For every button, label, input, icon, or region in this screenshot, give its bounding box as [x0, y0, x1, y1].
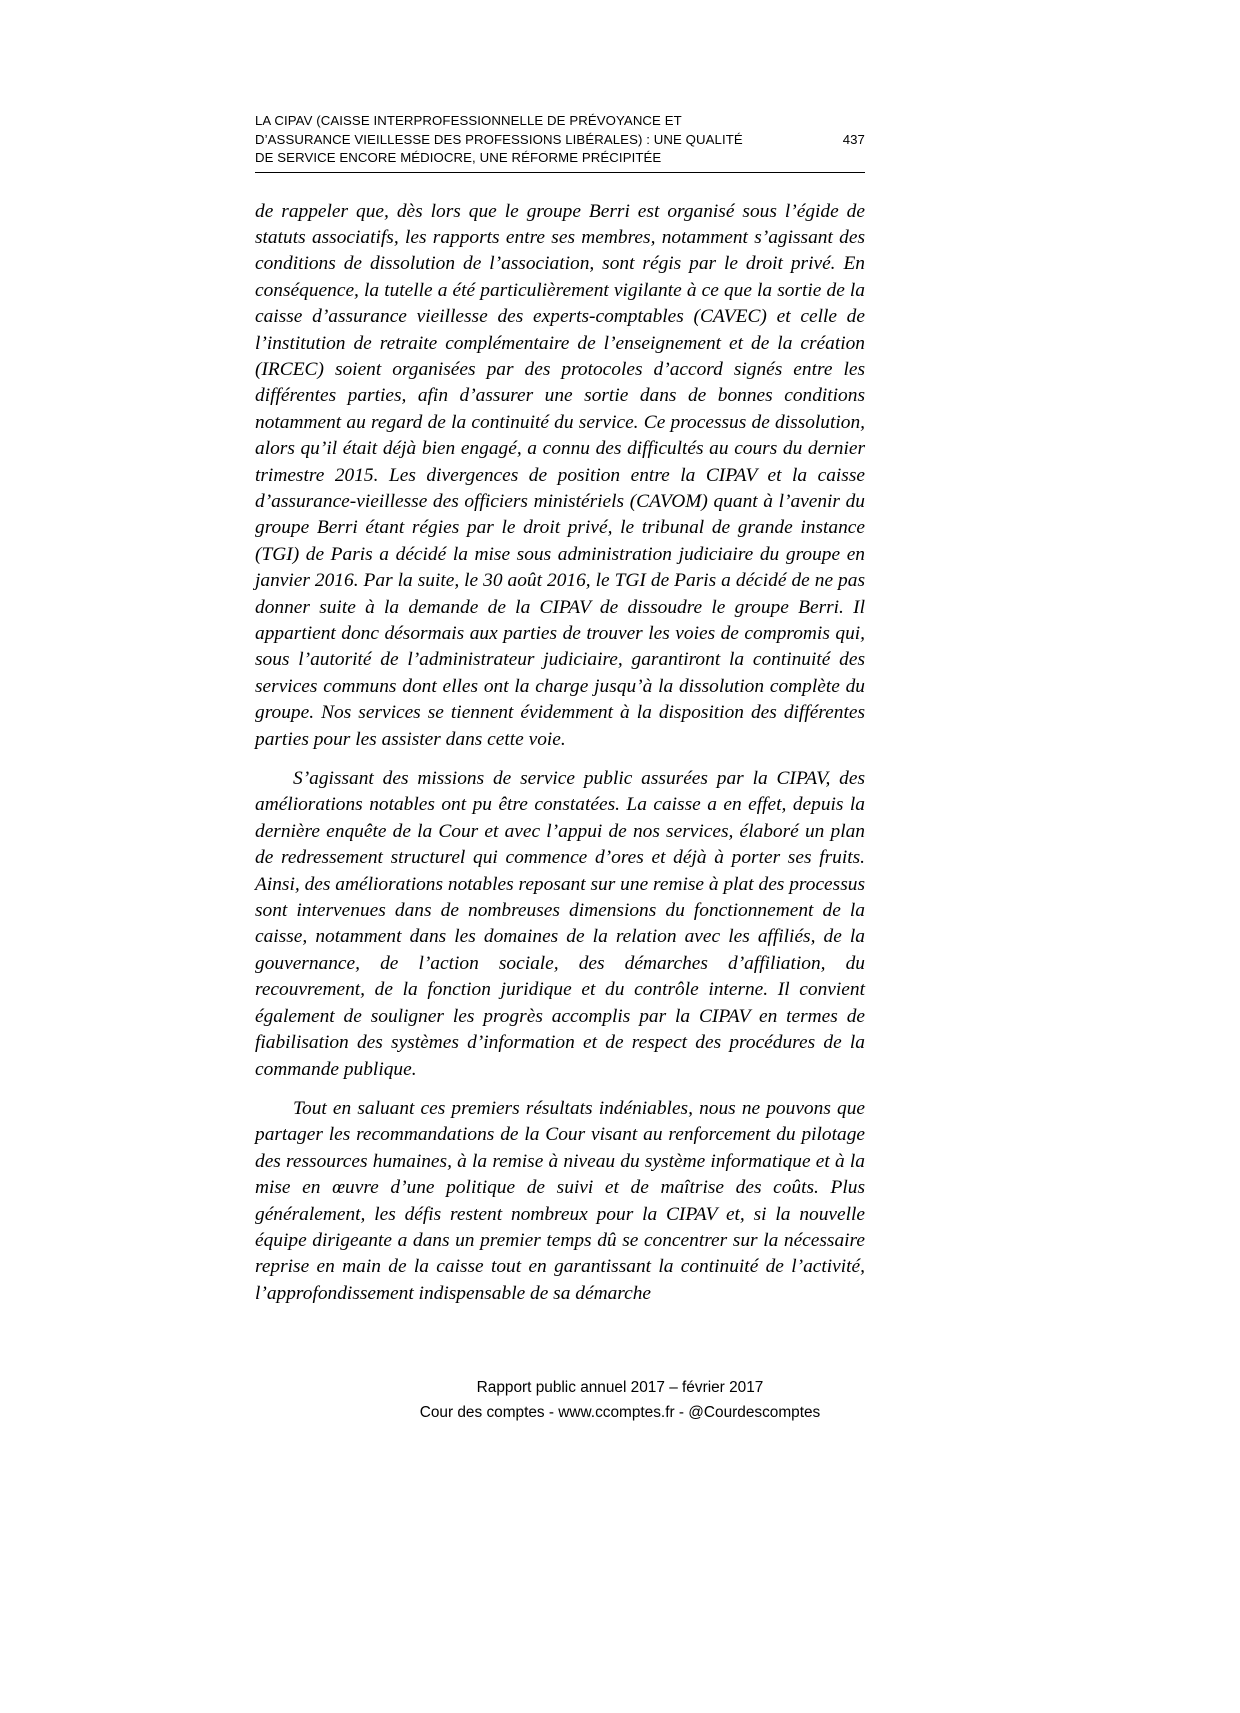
- body-text: [255, 199, 865, 1308]
- running-header: [255, 112, 865, 173]
- paragraph: Tout en saluant ces premiers résultats indéniables, nous ne pouvons que partager les recommandations de la Cour visant au renforcement du pilotage des ressources humaines, à la remise à niveau du système informatique et à la mise en œuvre d’une politique de suivi et de maîtrise des coûts. Plus généralement, les défis restent nombreux pour la CIPAV et, si la nouvelle équipe dirigeante a dans un premier temps dû se concentrer sur la nécessaire reprise en main de la caisse tout en garantissant la continuité de l’activité, l’approfondissement indispensable de sa démarche: [255, 1097, 865, 1304]
- running-header-line-2: D’ASSURANCE VIEILLESSE DES PROFESSIONS LIBÉRALES) : UNE QUALITÉ: [255, 131, 743, 147]
- paragraph: de rappeler que, dès lors que le groupe Berri est organisé sous l’égide de statuts associatifs, les rapports entre ses membres, notamment s’agissant des conditions de dissolution de l’association, sont régis par le droit privé. En conséquence, la tutelle a été particulièrement vigilante à ce que la sortie de la caisse d’assurance vieillesse des experts-comptables (CAVEC) et celle de l’institution de retraite complémentaire de l’enseignement et de la création (IRCEC) soient organisées par des protocoles d’accord signés entre les différentes parties, afin d’assurer une sortie dans de bonnes conditions notamment au regard de la continuité du service. Ce processus de dissolution, alors qu’il était déjà bien engagé, a connu des difficultés au cours du dernier trimestre 2015. Les divergences de position entre la CIPAV et la caisse d’assurance-vieillesse des officiers ministériels (CAVOM) quant à l’avenir du groupe Berri étant régies par le droit privé, le tribunal de grande instance (TGI) de Paris a décidé la mise sous administration judiciaire du groupe en janvier 2016. Par la suite, le 30 août 2016, le TGI de Paris a décidé de ne pas donner suite à la demande de la CIPAV de dissoudre le groupe Berri. Il appartient donc désormais aux parties de trouver les voies de compromis qui, sous l’autorité de l’administrateur judiciaire, garantiront la continuité des services communs dont elles ont la charge jusqu’à la dissolution complète du groupe. Nos services se tiennent évidemment à la disposition des différentes parties pour les assister dans cette voie.: [255, 200, 865, 750]
- page-number: 437: [842, 131, 865, 147]
- running-header-title: [255, 112, 775, 168]
- page-content: [255, 112, 865, 1307]
- footer-line-2: Cour des comptes - www.ccomptes.fr - @Courdescomptes: [419, 1404, 821, 1421]
- paragraph: S’agissant des missions de service public assurées par la CIPAV, des améliorations notables ont pu être constatées. La caisse a en effet, depuis la dernière enquête de la Cour et avec l’appui de nos services, élaboré un plan de redressement structurel qui commence d’ores et déjà à porter ses fruits. Ainsi, des améliorations notables reposant sur une remise à plat des processus sont intervenues dans de nombreuses dimensions du fonctionnement de la caisse, notamment dans les domaines de la relation avec les affiliés, de la gouvernance, de l’action sociale, des démarches d’affiliation, du recouvrement, de la fonction juridique et du contrôle interne. Il convient également de souligner les progrès accomplis par la CIPAV en termes de fiabilisation des systèmes d’information et de respect des procédures de la commande publique.: [255, 768, 865, 1080]
- page-footer: [0, 1375, 1240, 1425]
- running-header-line-3: DE SERVICE ENCORE MÉDIOCRE, UNE RÉFORME PRÉCIPITÉE: [255, 150, 662, 165]
- footer-line-1: Rapport public annuel 2017 – février 2017: [476, 1379, 764, 1396]
- running-header-line-1: LA CIPAV (CAISSE INTERPROFESSIONNELLE DE PRÉVOYANCE ET: [255, 113, 682, 128]
